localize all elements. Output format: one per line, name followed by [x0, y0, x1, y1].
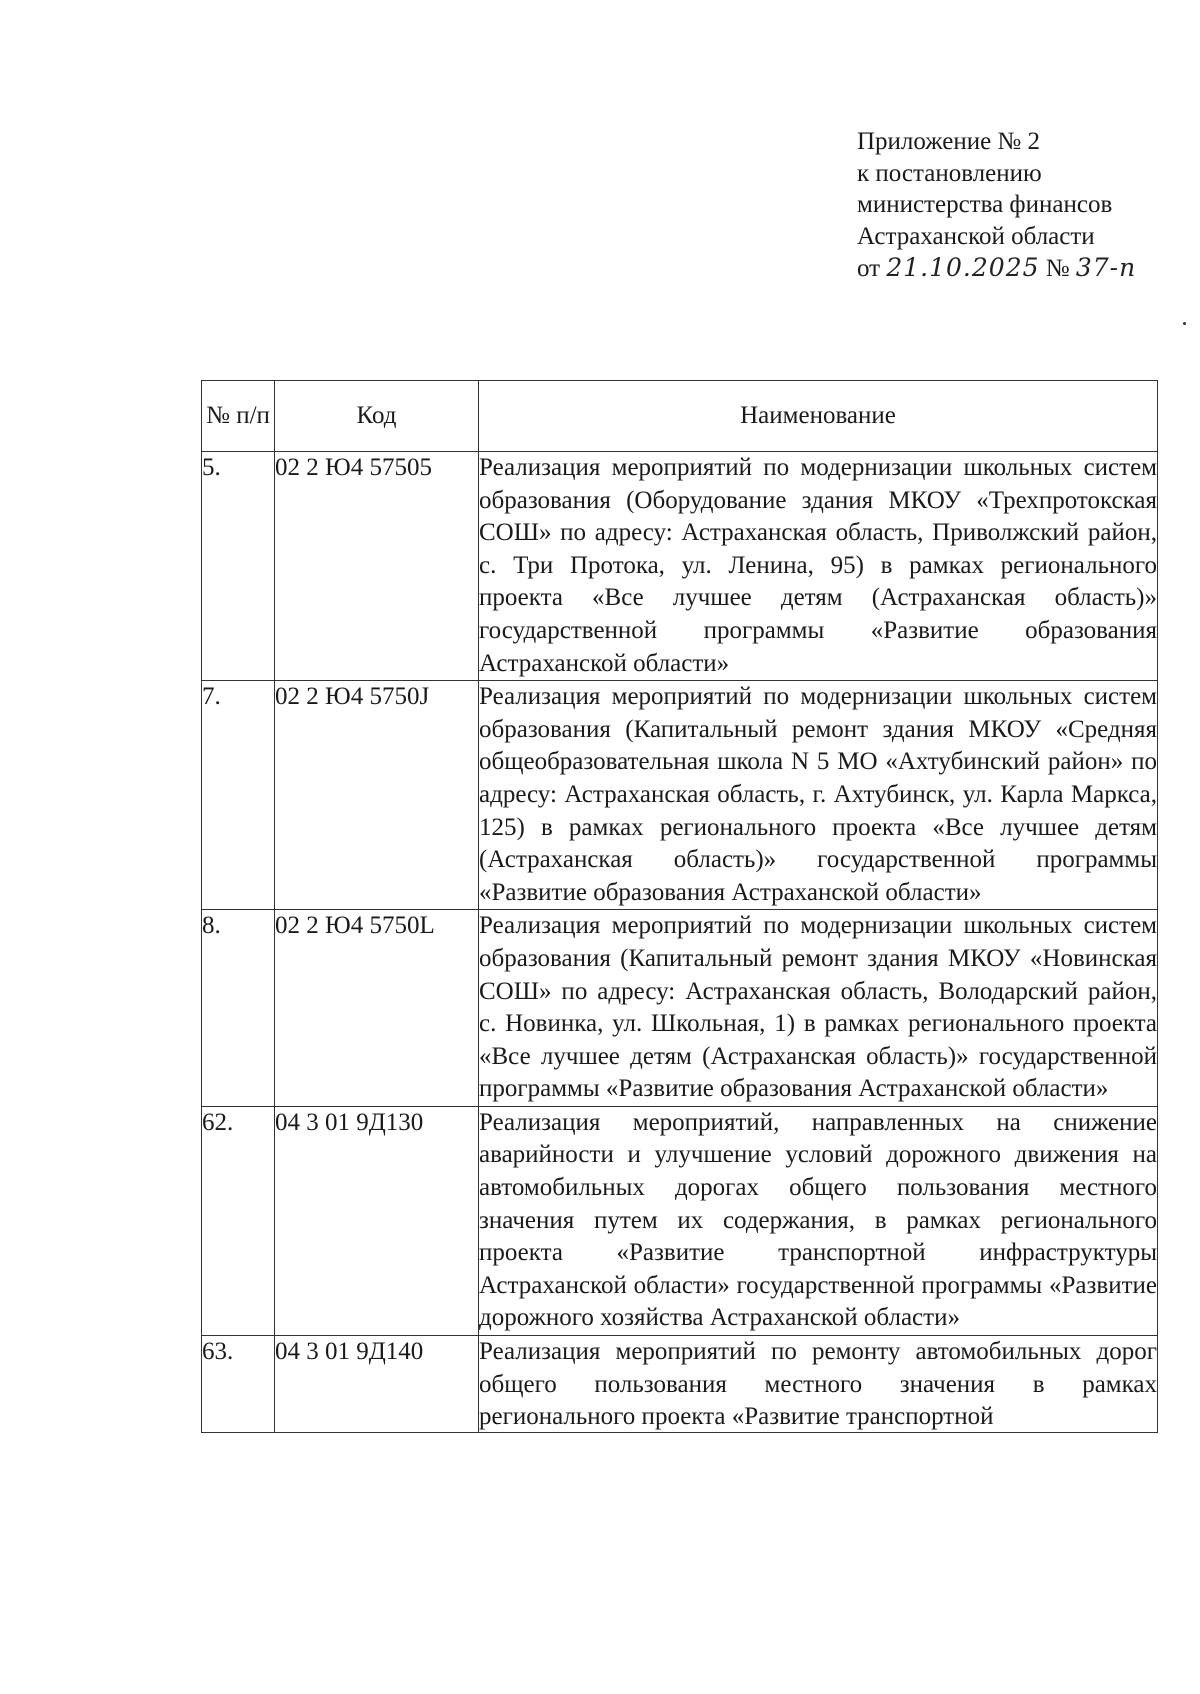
row-name: Реализация мероприятий по модернизации школьных систем образования (Капитальный ремонт здания МКОУ «Средняя общеобразовательная школа N 5 МО «Ахтубинский район» по адресу: Астраханская область, г. Ахтубинск, ул. Карла Маркса, 125) в рамках регионального проекта «Все лучшее детям (Астраханская область)» государственной программы «Развитие образования Астраханской области»	[479, 681, 1158, 910]
row-name: Реализация мероприятий по модернизации школьных систем образования (Капитальный ремонт здания МКОУ «Новинская СОШ» по адресу: Астраханская область, Володарский район, с. Новинка, ул. Школьная, 1) в рамках регионального проекта «Все лучшее детям (Астраханская область)» государственной программы «Развитие образования Астраханской области»	[479, 910, 1158, 1107]
row-code: 02 2 Ю4 5750L	[275, 910, 479, 1107]
handwritten-date: 21.10.2025	[886, 253, 1040, 282]
header-name: Наименование	[479, 381, 1158, 452]
date-prefix: от	[857, 255, 881, 282]
table-row	[202, 681, 1158, 910]
handwritten-number: 37-п	[1075, 253, 1137, 282]
appendix-line-2: к постановлению	[857, 159, 1042, 187]
row-name: Реализация мероприятий, направленных на снижение аварийности и улучшение условий дорожного движения на автомобильных дорогах общего пользования местного значения путем их содержания, в рамках регионального проекта «Развитие транспортной инфраструктуры Астраханской области» государственной программы «Развитие дорожного хозяйства Астраханской области»	[479, 1106, 1158, 1335]
number-prefix: №	[1045, 255, 1070, 282]
row-code: 02 2 Ю4 5750J	[275, 681, 479, 910]
table-row	[202, 1106, 1158, 1335]
header-code: Код	[275, 381, 479, 452]
table-row	[202, 1336, 1158, 1433]
appendix-line-1: Приложение № 2	[857, 128, 1041, 155]
appendix-date-line	[857, 252, 1136, 285]
row-num: 8.	[202, 910, 275, 1107]
budget-codes-table	[201, 380, 1158, 1433]
row-num: 7.	[202, 681, 275, 910]
table-header-row	[202, 381, 1158, 452]
appendix-line-3: министерства финансов	[857, 191, 1113, 218]
scan-speck	[1183, 322, 1186, 325]
row-code: 04 3 01 9Д140	[275, 1336, 479, 1433]
row-num: 63.	[202, 1336, 275, 1433]
row-code: 04 3 01 9Д130	[275, 1106, 479, 1335]
row-name	[479, 1336, 1158, 1433]
row-num: 62.	[202, 1106, 275, 1335]
row-name-text: Реализация мероприятий по ремонту автомобильных дорог общего пользования местного значения в рамках регионального проекта «Развитие транспортной	[479, 1338, 1157, 1431]
appendix-stamp	[857, 126, 1136, 285]
row-num: 5.	[202, 452, 275, 681]
row-name: Реализация мероприятий по модернизации школьных систем образования (Оборудование здания МКОУ «Трехпротокская СОШ» по адресу: Астраханская область, Приволжский район, с. Три Протока, ул. Ленина, 95) в рамках регионального проекта «Все лучшее детям (Астраханская область)» государственной программы «Развитие образования Астраханской области»	[479, 452, 1158, 681]
table-row	[202, 910, 1158, 1107]
row-code: 02 2 Ю4 57505	[275, 452, 479, 681]
appendix-line-4: Астраханской области	[857, 222, 1095, 250]
table-row	[202, 452, 1158, 681]
header-num: № п/п	[202, 381, 275, 452]
